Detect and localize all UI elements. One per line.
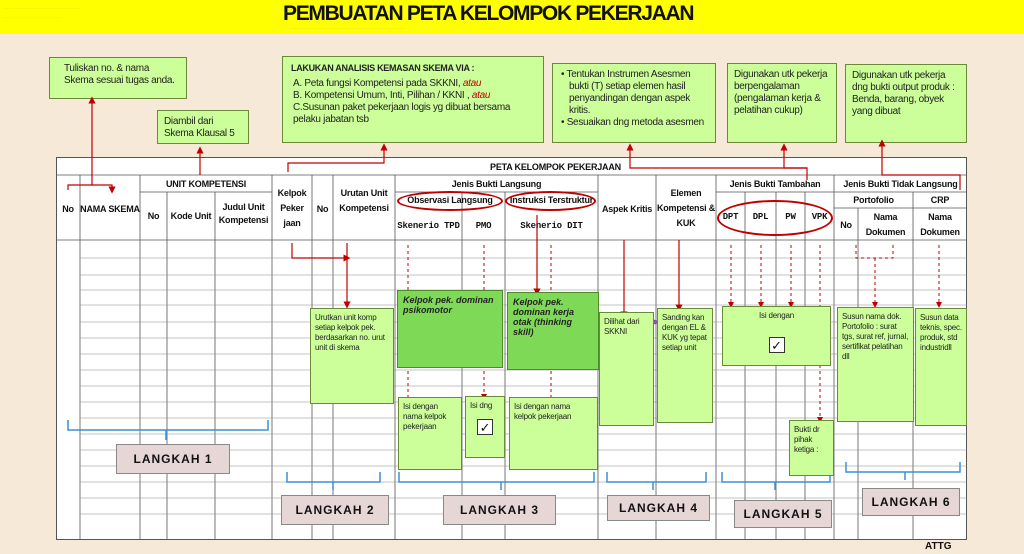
header-elemen-kompetensi: Elemen Kompetensi & KUK [656, 188, 716, 228]
note-bukti-output-text: Digunakan utk pekerja dng bukti output produk : Benda, barang, obyek yang dibuat [852, 70, 955, 117]
cell-kelpok-psikomotor [397, 290, 503, 368]
note-diambil-text: Diambil dari Skema Klausal 5 [164, 116, 235, 139]
cell-dilihat-text: Dilihat dari SKKNI [604, 317, 640, 336]
cell-sandingkan-text: Sanding kan dengan EL & KUK yg tepat setiap unit [662, 313, 707, 352]
header-jenis-bukti-tidak-langsung: Jenis Bukti Tidak Langsung [843, 179, 958, 189]
step-6: LANGKAH 6 [862, 488, 960, 516]
cell-bukti-pihak-ketiga [789, 420, 834, 476]
header-skenerio-dit: Skenerio DIT [520, 221, 583, 231]
header-instruksi-terstruktur: Instruksi Terstruktur [509, 195, 594, 205]
header-nama-dokumen-2: Nama Dokumen [920, 212, 960, 237]
header-observasi-langsung: Observasi Langsung [407, 195, 493, 205]
cell-isi-dengan-kelpok-text: Isi dengan nama kelpok pekerjaan [403, 402, 447, 431]
note-pengalaman-text: Digunakan utk pekerja berpengalaman (pengalaman kerja & pelatihan cukup) [734, 69, 828, 116]
header-judul-unit: Judul Unit Kompetensi [218, 202, 269, 225]
ellipse-bukti-tambahan [717, 200, 833, 236]
note-analisis-b: B. Kompetensi Umum, Inti, Pilihan / KKNI , atau [293, 90, 491, 101]
cell-urutkan [310, 308, 394, 404]
cell-urutkan-text: Urutkan unit komp setiap kelpok pek. berdasarkan no. urut unit di skema [315, 313, 385, 352]
header-pmo: PMO [475, 221, 492, 231]
header-nama-dokumen-1: Nama Dokumen [865, 212, 906, 237]
cell-kelpok-otak-text: Kelpok pek. dominan kerja otak (thinking skill) [513, 297, 575, 337]
note-analisis-c: C.Susunan paket pekerjaan logis yg dibuat bersama pelaku jabatan tsb [293, 102, 511, 125]
page-title: PEMBUATAN PETA KELOMPOK PEKERJAAN [283, 2, 694, 25]
cell-isi-dengan-text: Isi dengan [759, 311, 794, 320]
ellipse-instruksi [505, 191, 596, 211]
cell-susun-portofolio-text: Susun nama dok. Portofolio : surat tgs, surat ref, jurnal, sertifikat pelatihan dll [842, 312, 909, 361]
header-kode-unit: Kode Unit [170, 211, 212, 221]
header-dpl: DPL [752, 212, 769, 222]
checkbox-icon-2: ✓ [769, 337, 785, 353]
cell-isi-dengan-nama-kelpok-text: Isi dengan nama kelpok pekerjaan [514, 402, 572, 421]
header-no-2: No [316, 204, 329, 214]
header-urutan-unit: Urutan Unit Kompetensi [339, 188, 389, 213]
header-skenerio-tpd: Skenerio TPD [397, 221, 460, 231]
cell-susun-portofolio [837, 307, 914, 422]
footer-mark: ATTG [925, 541, 952, 552]
cell-isi-dengan-kelpok [398, 397, 462, 470]
header-jenis-bukti-langsung: Jenis Bukti Langsung [451, 179, 542, 189]
cell-isi-dengan [722, 306, 831, 366]
cell-isi-dng [465, 396, 505, 458]
header-kelpok-pekerjaan: Kelpok Peker jaan [277, 188, 307, 228]
header-crp: CRP [930, 195, 950, 205]
cell-susun-data [915, 308, 967, 426]
header-no-3: No [840, 220, 852, 230]
header-vpk: VPK [811, 212, 828, 222]
checkbox-icon: ✓ [477, 419, 493, 435]
header-no: No [62, 204, 74, 214]
header-aspek-kritis: Aspek Kritis [601, 204, 653, 214]
step-4: LANGKAH 4 [607, 495, 710, 521]
header-portofolio: Portofolio [853, 195, 894, 205]
cell-sandingkan [657, 308, 713, 423]
step-2: LANGKAH 2 [281, 495, 389, 525]
table-title: PETA KELOMPOK PEKERJAAN [490, 162, 621, 172]
note-analisis-a: A. Peta fungsi Kompetensi pada SKKNI, atau [293, 78, 482, 89]
note-analisis-title: LAKUKAN ANALISIS KEMASAN SKEMA VIA : [291, 63, 475, 73]
step-5: LANGKAH 5 [734, 500, 832, 528]
header-nama-skema: NAMA SKEMA [80, 204, 140, 214]
header-dpt: DPT [722, 212, 739, 222]
note-tuliskan-text: Tuliskan no. & nama Skema sesuai tugas anda. [64, 63, 175, 86]
cell-bukti-pihak-ketiga-text: Bukti dr pihak ketiga : [794, 425, 820, 454]
faded-banner-text: ······································ ···························· [4, 6, 80, 21]
header-pw: PW [785, 212, 796, 222]
header-unit-kompetensi: UNIT KOMPETENSI [165, 179, 246, 189]
cell-susun-data-text: Susun data teknis, spec. produk, std industridll [920, 313, 962, 352]
cell-isi-dengan-nama-kelpok [509, 397, 598, 470]
faded-banner-text-2: ·························································· [290, 26, 406, 32]
header-jenis-bukti-tambahan: Jenis Bukti Tambahan [729, 179, 821, 189]
cell-kelpok-otak [507, 292, 599, 370]
step-3: LANGKAH 3 [443, 495, 556, 525]
cell-isi-dng-text: Isi dng [470, 401, 493, 410]
header-uk-no: No [147, 211, 160, 221]
cell-dilihat [599, 312, 654, 426]
note-instrumen-2: • Sesuaikan dng metoda asesmen [561, 117, 704, 128]
ellipse-observasi [397, 191, 503, 211]
note-instrumen-1: • Tentukan Instrumen Asesmen bukti (T) setiap elemen hasil penyandingan dengan aspek kritis. [561, 69, 691, 116]
step-1: LANGKAH 1 [116, 444, 230, 474]
cell-kelpok-psikomotor-text: Kelpok pek. dominan psikomotor [403, 295, 494, 315]
